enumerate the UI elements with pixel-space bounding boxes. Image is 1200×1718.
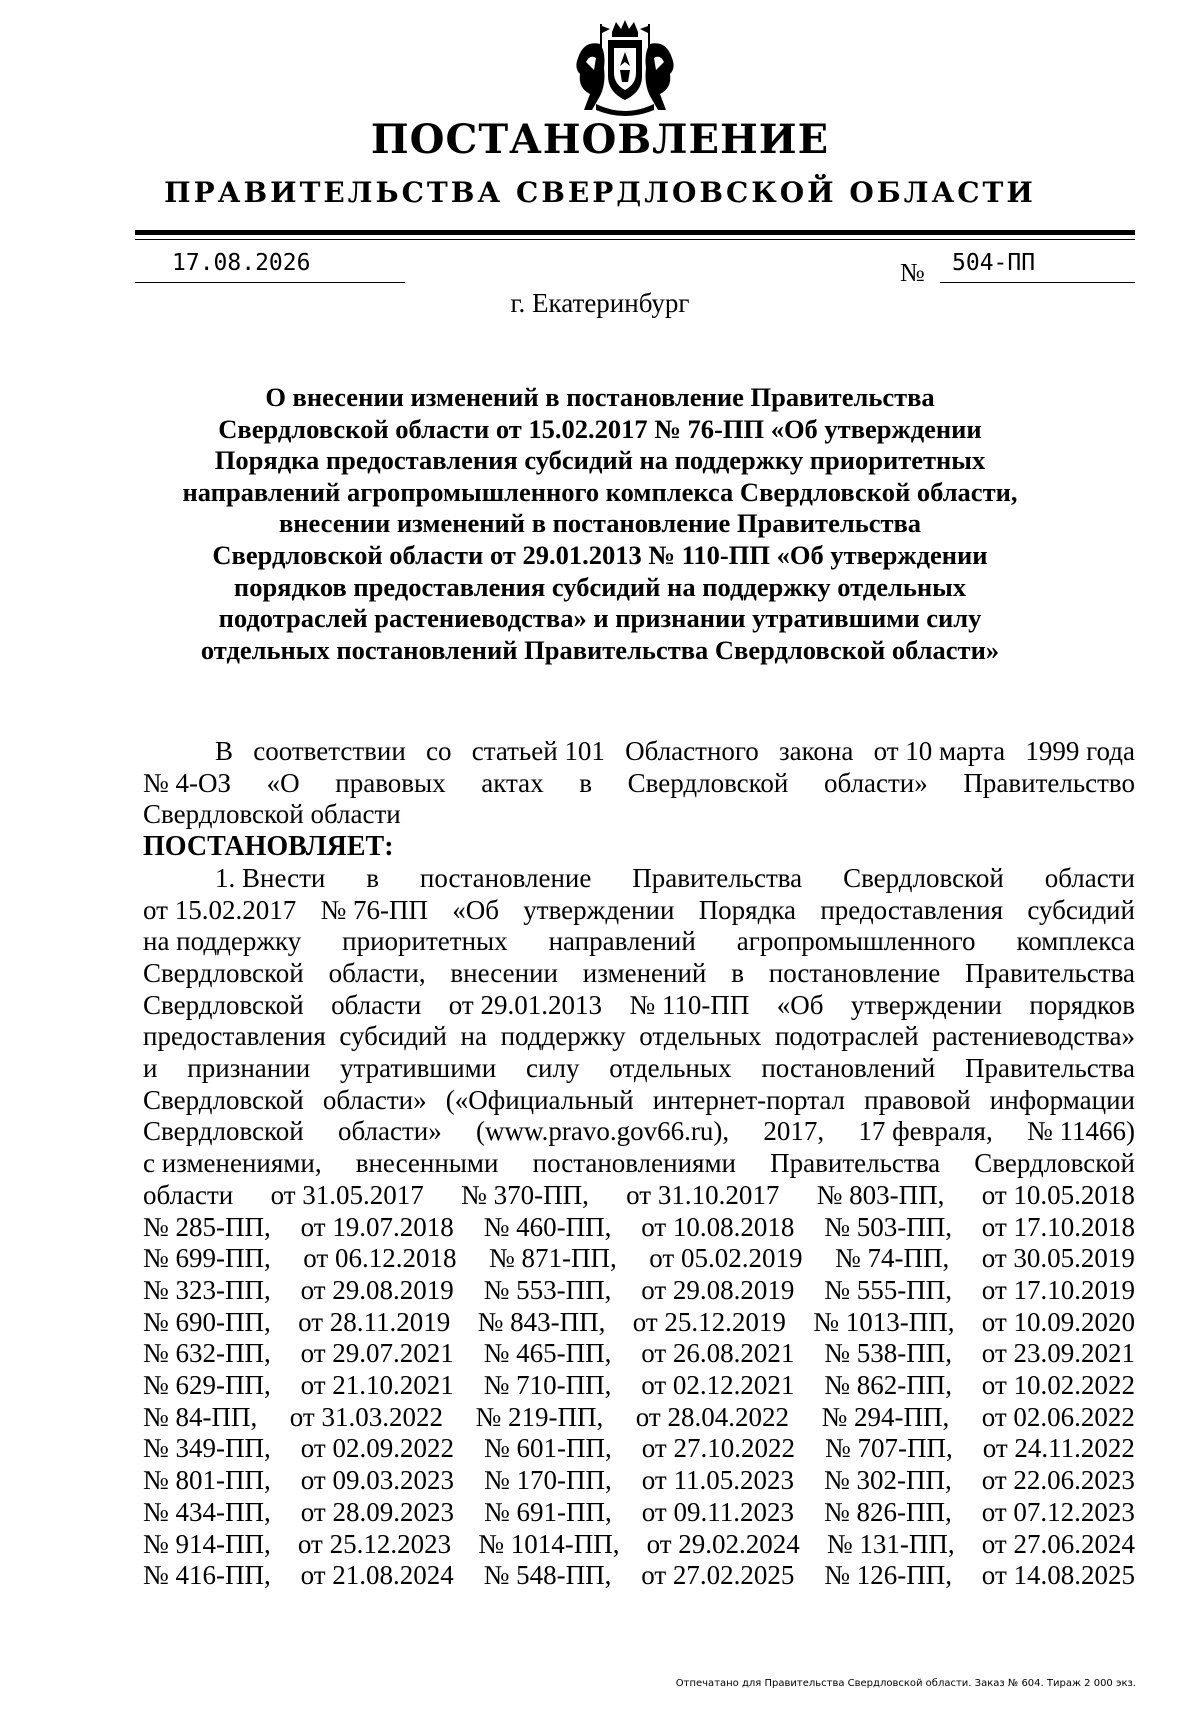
paragraph-1-line: № 629-ПП, от 21.10.2021 № 710-ПП, от 02.12.2021 № 862-ПП, от 10.02.2022: [143, 1370, 1135, 1401]
document-number: 504-ПП: [952, 250, 1036, 276]
paragraph-1-line: № 434-ПП, от 28.09.2023 № 691-ПП, от 09.11.2023 № 826-ПП, от 07.12.2023: [143, 1496, 1135, 1527]
title-line: Свердловской области от 29.01.2013 № 110-ПП «Об утверждении: [212, 539, 988, 570]
decree-word: ПОСТАНОВЛЯЕТ:: [143, 831, 394, 863]
city-label: г. Екатеринбург: [510, 288, 690, 318]
preamble-line-2: № 4-ОЗ «О правовых актах в Свердловской области» Правительство: [143, 767, 1135, 798]
paragraph-1-line: 1. Внести в постановление Правительства Свердловской области: [215, 862, 1135, 893]
title-line: отдельных постановлений Правительства Свердловской области»: [200, 634, 1000, 665]
paragraph-1-line: № 801-ПП, от 09.03.2023 № 170-ПП, от 11.05.2023 № 302-ПП, от 22.06.2023: [143, 1465, 1135, 1496]
number-underline: [940, 282, 1135, 283]
date-underline: [135, 282, 405, 283]
paragraph-1-line: № 690-ПП, от 28.11.2019 № 843-ПП, от 25.12.2019 № 1013-ПП, от 10.09.2020: [143, 1306, 1135, 1337]
paragraph-1-line: с изменениями, внесенными постановлениями Правительства Свердловской: [143, 1148, 1135, 1179]
paragraph-1-line: № 632-ПП, от 29.07.2021 № 465-ПП, от 26.08.2021 № 538-ПП, от 23.09.2021: [143, 1338, 1135, 1369]
print-note: Отпечатано для Правительства Свердловской области. Заказ № 604. Тираж 2 000 экз.: [675, 1678, 1136, 1689]
document-type-heading: ПОСТАНОВЛЕНИЕ: [370, 116, 830, 163]
title-line: подотраслей растениеводства» и признании утратившими силу: [218, 603, 982, 634]
paragraph-1-line: области от 31.05.2017 № 370-ПП, от 31.10.2017 № 803-ПП, от 10.05.2018: [143, 1179, 1135, 1210]
title-line: О внесении изменений в постановление Правительства: [265, 382, 935, 412]
paragraph-1-line: на поддержку приоритетных направлений агропромышленного комплекса: [143, 926, 1135, 957]
coat-of-arms-icon: [570, 18, 680, 118]
title-line: Порядка предоставления субсидий на поддержку приоритетных: [214, 445, 986, 476]
paragraph-1: [143, 863, 1135, 1592]
title-line: Свердловской области от 15.02.2017 № 76-ПП «Об утверждении: [218, 413, 982, 444]
paragraph-1-line: Свердловской области» («Официальный интернет-портал правовой информации: [143, 1084, 1135, 1115]
title-line: внесении изменений в постановление Правительства: [278, 508, 922, 539]
number-sign: №: [900, 258, 925, 287]
document-body: [143, 736, 1135, 1592]
title-line: порядков предоставления субсидий на поддержку отдельных: [233, 571, 967, 602]
preamble-line-3: Свердловской области: [143, 799, 401, 830]
paragraph-1-line: Свердловской области, внесении изменений в постановление Правительства: [143, 957, 1135, 988]
paragraph-1-line: Свердловской области от 29.01.2013 № 110-ПП «Об утверждении порядков: [143, 989, 1135, 1020]
paragraph-1-line: Свердловской области» (www.pravo.gov66.ru), 2017, 17 февраля, № 11466): [143, 1116, 1135, 1147]
document-title: [150, 382, 1050, 666]
paragraph-1-line: № 699-ПП, от 06.12.2018 № 871-ПП, от 05.02.2019 № 74-ПП, от 30.05.2019: [143, 1243, 1135, 1274]
paragraph-1-line: № 416-ПП, от 21.08.2024 № 548-ПП, от 27.02.2025 № 126-ПП, от 14.08.2025: [143, 1560, 1135, 1591]
paragraph-1-line: № 323-ПП, от 29.08.2019 № 553-ПП, от 29.08.2019 № 555-ПП, от 17.10.2019: [143, 1274, 1135, 1305]
paragraph-1-line: № 914-ПП, от 25.12.2023 № 1014-ПП, от 29.02.2024 № 131-ПП, от 27.06.2024: [143, 1528, 1135, 1559]
preamble-line-1: В соответствии со статьей 101 Областного закона от 10 марта 1999 года: [215, 736, 1135, 766]
header-divider-thick: [135, 230, 1135, 235]
paragraph-1-line: от 15.02.2017 № 76-ПП «Об утверждении Порядка предоставления субсидий: [143, 894, 1135, 925]
paragraph-1-line: № 84-ПП, от 31.03.2022 № 219-ПП, от 28.04.2022 № 294-ПП, от 02.06.2022: [143, 1401, 1135, 1432]
title-line: направлений агропромышленного комплекса Свердловской области,: [182, 476, 1018, 507]
paragraph-1-line: предоставления субсидий на поддержку отдельных подотраслей растениеводства»: [143, 1021, 1135, 1052]
header-divider-thin: [135, 239, 1135, 240]
document-date: 17.08.2026: [172, 250, 311, 276]
paragraph-1-line: № 349-ПП, от 02.09.2022 № 601-ПП, от 27.10.2022 № 707-ПП, от 24.11.2022: [143, 1433, 1135, 1464]
paragraph-1-line: и признании утратившими силу отдельных постановлений Правительства: [143, 1053, 1135, 1084]
issuing-authority-heading: ПРАВИТЕЛЬСТВА СВЕРДЛОВСКОЙ ОБЛАСТИ: [164, 176, 1036, 209]
paragraph-1-line: № 285-ПП, от 19.07.2018 № 460-ПП, от 10.08.2018 № 503-ПП, от 17.10.2018: [143, 1211, 1135, 1242]
